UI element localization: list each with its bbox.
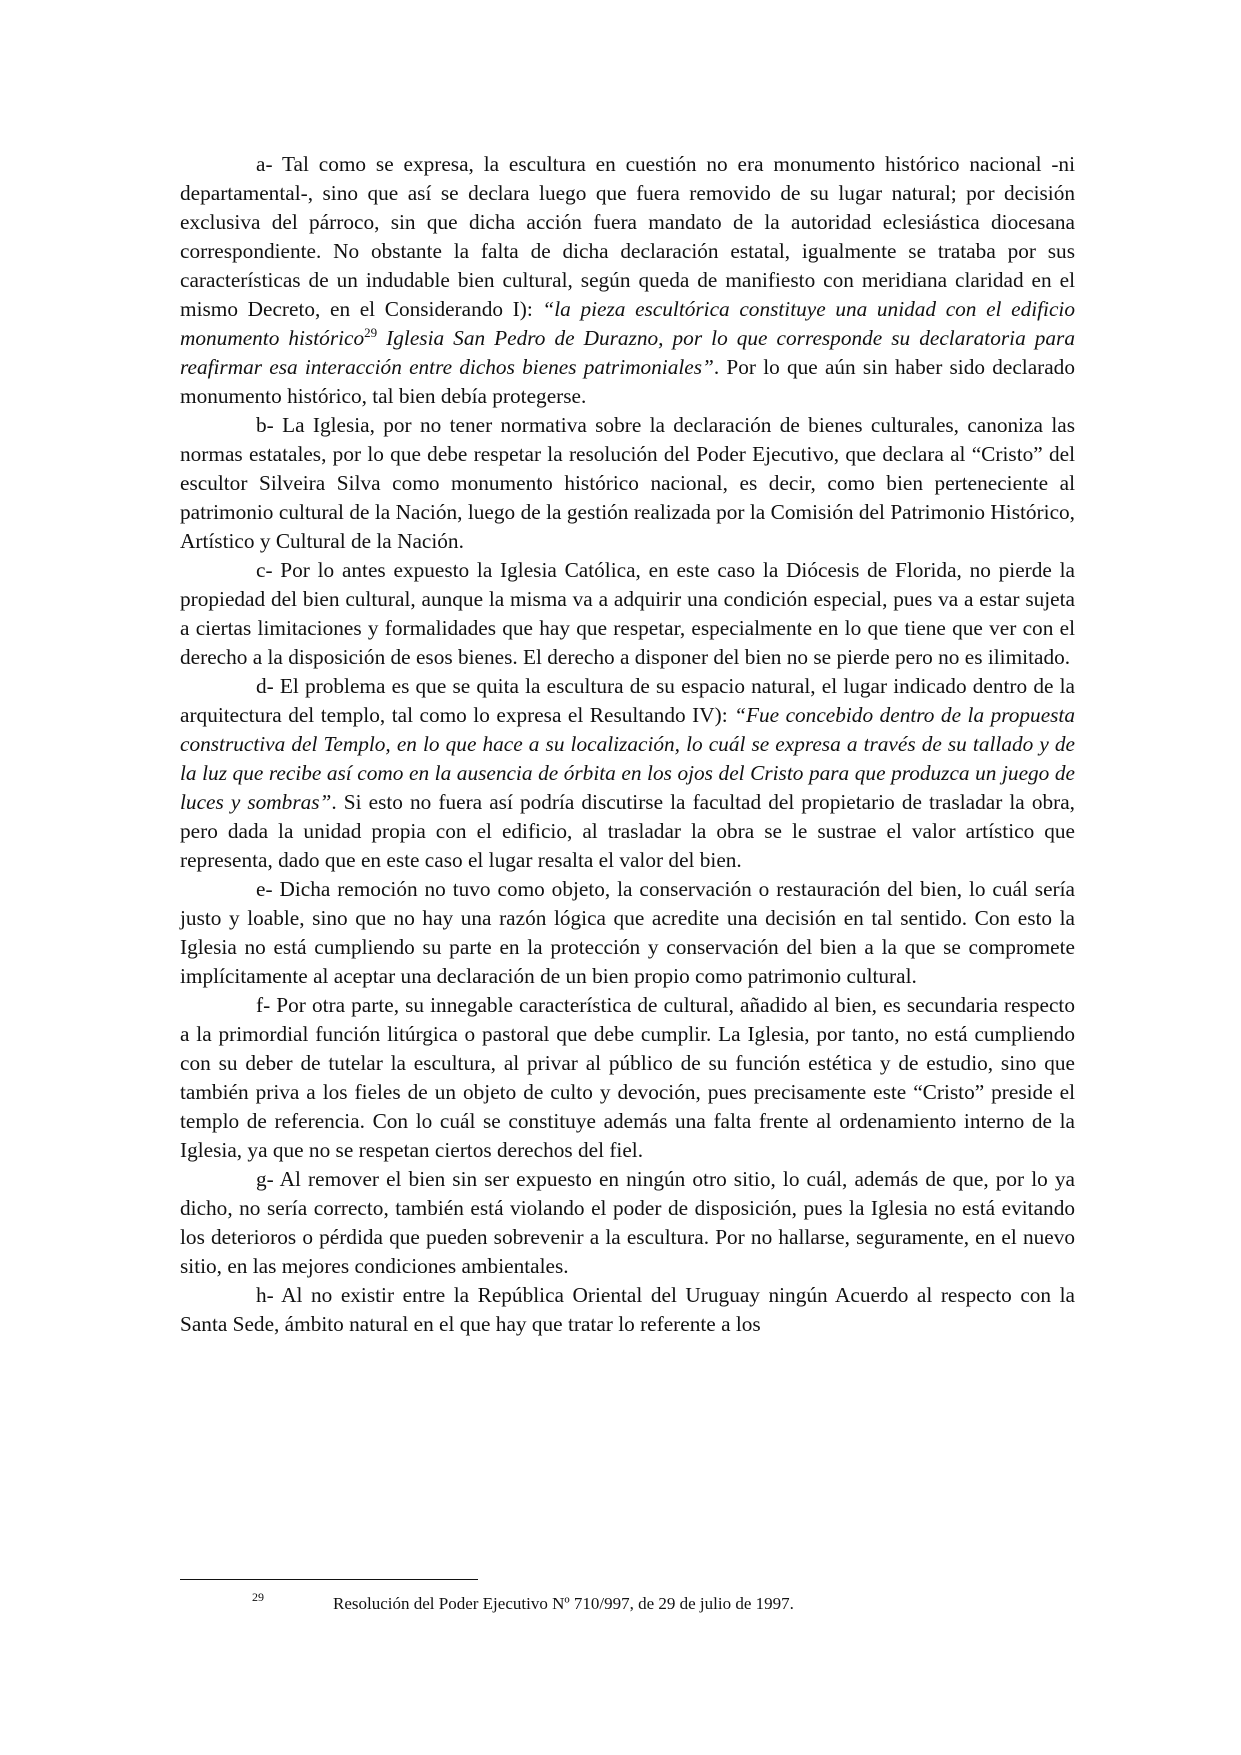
paragraph-a bbox=[180, 150, 1075, 411]
footnote-text: Resolución del Poder Ejecutivo Nº 710/997, de 29 de julio de 1997. bbox=[333, 1594, 794, 1613]
paragraph-b bbox=[180, 411, 1075, 556]
paragraph-d bbox=[180, 672, 1075, 875]
paragraph-g bbox=[180, 1165, 1075, 1281]
footnote-separator bbox=[180, 1579, 478, 1580]
paragraph-c bbox=[180, 556, 1075, 672]
paragraph-text: h- Al no existir entre la República Oriental del Uruguay ningún Acuerdo al respecto con la Santa Sede, ámbito natural en el que hay que tratar lo referente a los bbox=[180, 1283, 1075, 1336]
paragraph-text: f- Por otra parte, su innegable característica de cultural, añadido al bien, es secundaria respecto a la primordial función litúrgica o pastoral que debe cumplir. La Iglesia, por tanto, no está cumpliendo con su deber de tutelar la escultura, al privar al público de su función estética y de estudio, sino que también priva a los fieles de un objeto de culto y devoción, pues precisamente este “Cristo” preside el templo de referencia. Con lo cuál se constituye además una falta frente al ordenamiento interno de la Iglesia, ya que no se respetan ciertos derechos del fiel. bbox=[180, 993, 1075, 1162]
paragraph-text: e- Dicha remoción no tuvo como objeto, la conservación o restauración del bien, lo cuál sería justo y loable, sino que no hay una razón lógica que acredite una decisión en tal sentido. Con esto la Iglesia no está cumpliendo su parte en la protección y conservación del bien a la que se compromete implícitamente al aceptar una declaración de un bien propio como patrimonio cultural. bbox=[180, 877, 1075, 988]
italic-quote: “Fue concebido dentro de la propuesta constructiva del Templo, en lo que hace a su localización, lo cuál se expresa a través de su tallado y de la luz que recibe así como en la ausencia de órbita en los ojos del Cristo para que produzca un juego de luces y sombras” bbox=[180, 703, 1075, 814]
paragraph-text: d- El problema es que se quita la escultura de su espacio natural, el lugar indicado dentro de la arquitectura del templo, tal como lo expresa el Resultando IV): bbox=[180, 674, 1075, 727]
paragraph-text: a- Tal como se expresa, la escultura en cuestión no era monumento histórico nacional -ni departamental-, sino que así se declara luego que fuera removido de su lugar natural; por decisión exclusiva del párroco, sin que dicha acción fuera mandato de la autoridad eclesiástica diocesana correspondiente. No obstante la falta de dicha declaración estatal, igualmente se trataba por sus características de un indudable bien cultural, según queda de manifiesto con meridiana claridad en el mismo Decreto, en el Considerando I): bbox=[180, 152, 1075, 321]
document-body bbox=[180, 150, 1075, 1339]
footnote-reference: 29 bbox=[364, 325, 378, 340]
italic-quote: “la pieza escultórica constituye una unidad con el edificio monumento histórico bbox=[180, 297, 1075, 350]
italic-quote: Iglesia San Pedro de Durazno, por lo que corresponde su declaratoria para reafirmar esa interacción entre dichos bienes patrimoniales” bbox=[180, 326, 1075, 379]
paragraph-e bbox=[180, 875, 1075, 991]
paragraph-text: b- La Iglesia, por no tener normativa sobre la declaración de bienes culturales, canoniza las normas estatales, por lo que debe respetar la resolución del Poder Ejecutivo, que declara al “Cristo” del escultor Silveira Silva como monumento histórico nacional, es decir, como bien perteneciente al patrimonio cultural de la Nación, luego de la gestión realizada por la Comisión del Patrimonio Histórico, Artístico y Cultural de la Nación. bbox=[180, 413, 1075, 553]
paragraph-h bbox=[180, 1281, 1075, 1339]
footnote-number: 29 bbox=[252, 1590, 264, 1604]
paragraph-text: . Por lo que aún sin haber sido declarado monumento histórico, tal bien debía protegerse. bbox=[180, 355, 1075, 408]
paragraph-f bbox=[180, 991, 1075, 1165]
paragraph-text: g- Al remover el bien sin ser expuesto en ningún otro sitio, lo cuál, además de que, por lo ya dicho, no sería correcto, también está violando el poder de disposición, pues la Iglesia no está evitando los deterioros o pérdida que pueden sobrevenir a la escultura. Por no hallarse, seguramente, en el nuevo sitio, en las mejores condiciones ambientales. bbox=[180, 1167, 1075, 1278]
paragraph-text: c- Por lo antes expuesto la Iglesia Católica, en este caso la Diócesis de Florida, no pierde la propiedad del bien cultural, aunque la misma va a adquirir una condición especial, pues va a estar sujeta a ciertas limitaciones y formalidades que hay que respetar, especialmente en lo que tiene que ver con el derecho a la disposición de esos bienes. El derecho a disponer del bien no se pierde pero no es ilimitado. bbox=[180, 558, 1075, 669]
paragraph-text: . Si esto no fuera así podría discutirse la facultad del propietario de trasladar la obra, pero dada la unidad propia con el edificio, al trasladar la obra se le sustrae el valor artístico que representa, dado que en este caso el lugar resalta el valor del bien. bbox=[180, 790, 1075, 872]
